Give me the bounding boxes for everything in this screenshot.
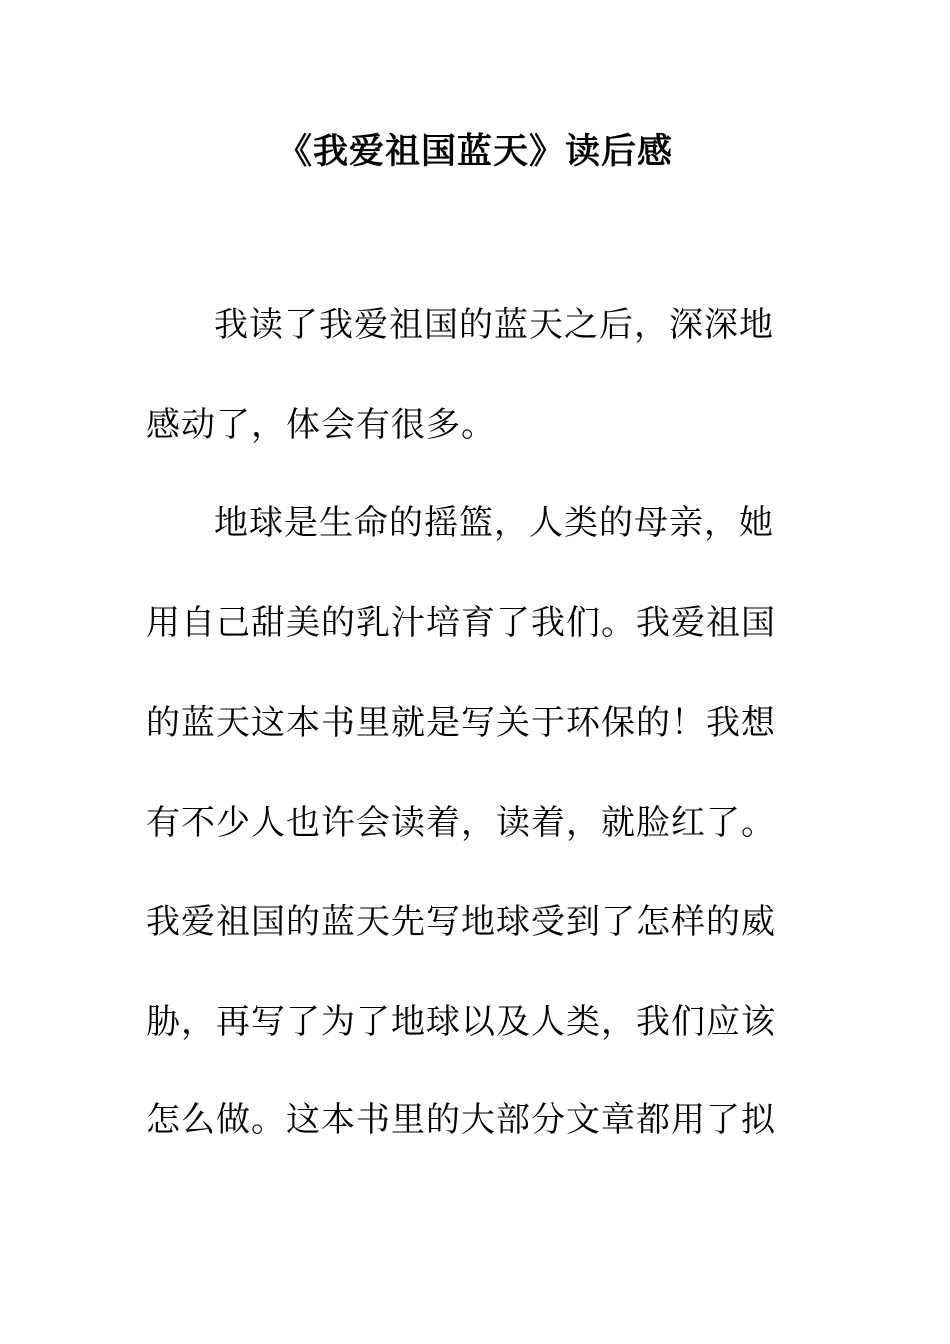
paragraph-2-line-6: 胁，再写了为了地球以及人类，我们应该 xyxy=(146,1002,776,1042)
paragraph-2-line-5: 我爱祖国的蓝天先写地球受到了怎样的威 xyxy=(146,902,776,942)
paragraph-1-line-1: 我读了我爱祖国的蓝天之后，深深地 xyxy=(214,305,774,345)
paragraph-2-line-4: 有不少人也许会读着，读着，就脸红了。 xyxy=(146,803,776,843)
paragraph-1-line-2: 感动了，体会有很多。 xyxy=(146,405,496,445)
paragraph-2-line-3: 的蓝天这本书里就是写关于环保的！我想 xyxy=(146,703,776,743)
document-title: 《我爱祖国蓝天》读后感 xyxy=(276,131,673,172)
paragraph-2-line-7: 怎么做。这本书里的大部分文章都用了拟 xyxy=(146,1100,776,1140)
paragraph-2-line-2: 用自己甜美的乳汁培育了我们。我爱祖国 xyxy=(146,603,776,643)
paragraph-2-line-1: 地球是生命的摇篮，人类的母亲，她 xyxy=(214,503,774,543)
